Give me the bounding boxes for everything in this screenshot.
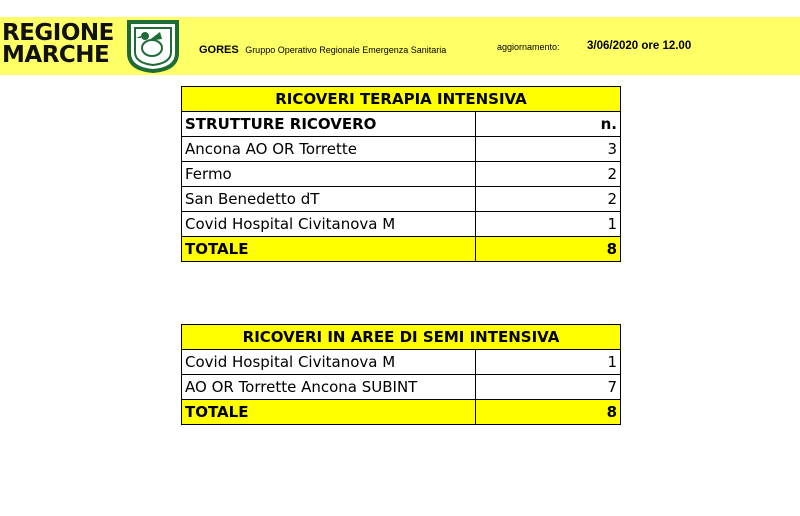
- table-row: [182, 162, 621, 187]
- table-row: [182, 212, 621, 237]
- total-value: 8: [476, 400, 621, 425]
- structure-count: 2: [476, 162, 621, 187]
- regione-marche-logo: [2, 22, 114, 66]
- intensive-care-title: RICOVERI TERAPIA INTENSIVA: [182, 87, 621, 112]
- table-header-row: [182, 112, 621, 137]
- structure-name: AO OR Torrette Ancona SUBINT: [182, 375, 476, 400]
- total-value: 8: [476, 237, 621, 262]
- structure-count: 7: [476, 375, 621, 400]
- table-row: [182, 375, 621, 400]
- table-row: [182, 350, 621, 375]
- structure-name: Covid Hospital Civitanova M: [182, 350, 476, 375]
- regione-marche-crest-icon: [126, 19, 180, 73]
- semi-intensive-title: RICOVERI IN AREE DI SEMI INTENSIVA: [182, 325, 621, 350]
- logo-line-2: MARCHE: [2, 42, 110, 68]
- structure-name: San Benedetto dT: [182, 187, 476, 212]
- table-title-row: [182, 87, 621, 112]
- update-label: aggiornamento:: [497, 42, 560, 52]
- total-label: TOTALE: [182, 237, 476, 262]
- structure-count: 1: [476, 212, 621, 237]
- structure-count: 1: [476, 350, 621, 375]
- structure-count: 2: [476, 187, 621, 212]
- structures-column-header: STRUTTURE RICOVERO: [182, 112, 476, 137]
- semi-intensive-table: [181, 324, 621, 425]
- intensive-care-table: [181, 86, 621, 262]
- count-column-header: n.: [476, 112, 621, 137]
- logo-line-1: REGIONE: [2, 20, 114, 46]
- update-date: 3/06/2020 ore 12.00: [587, 40, 692, 52]
- total-row: [182, 237, 621, 262]
- table-title-row: [182, 325, 621, 350]
- gores-description: Gruppo Operativo Regionale Emergenza Sanitaria: [245, 45, 447, 55]
- total-row: [182, 400, 621, 425]
- total-label: TOTALE: [182, 400, 476, 425]
- header-info: [199, 40, 692, 56]
- structure-name: Ancona AO OR Torrette: [182, 137, 476, 162]
- table-row: [182, 137, 621, 162]
- table-row: [182, 187, 621, 212]
- structure-name: Fermo: [182, 162, 476, 187]
- structure-name: Covid Hospital Civitanova M: [182, 212, 476, 237]
- gores-label: GORES: [199, 44, 239, 56]
- structure-count: 3: [476, 137, 621, 162]
